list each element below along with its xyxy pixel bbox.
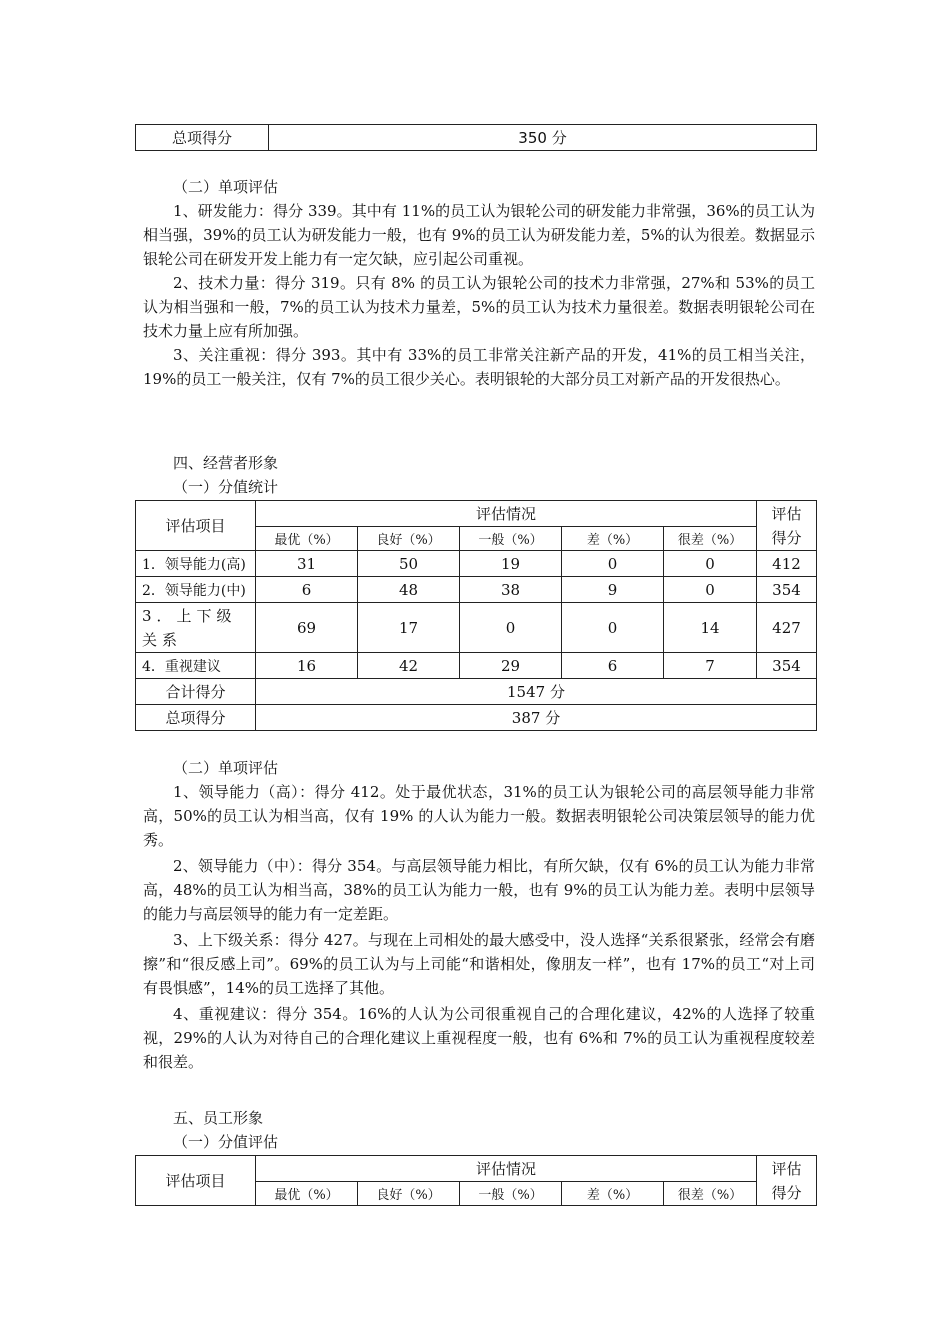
table-row (136, 603, 817, 653)
section4-single-heading: （二）单项评估 (173, 759, 279, 777)
overall-score-label: 总项得分 (136, 125, 269, 151)
header-item: 评估项目 (136, 1156, 256, 1206)
cell-value: 7 (664, 653, 757, 679)
cell-score: 427 (757, 603, 817, 653)
cell-value: 0 (460, 603, 562, 653)
col-best: 最优（%） (256, 527, 358, 551)
cell-value: 0 (562, 603, 664, 653)
col-poor: 差（%） (562, 527, 664, 551)
header-score: 评估得分 (757, 501, 817, 551)
col-good: 良好（%） (358, 1182, 460, 1206)
overall-label: 总项得分 (136, 705, 256, 731)
row-label: 2．领导能力(中) (136, 577, 256, 603)
cell-score: 354 (757, 577, 817, 603)
employee-image-table (135, 1155, 817, 1206)
cell-value: 0 (562, 551, 664, 577)
col-poor: 差（%） (562, 1182, 664, 1206)
cell-score: 412 (757, 551, 817, 577)
header-situation: 评估情况 (256, 501, 757, 527)
cell-value: 16 (256, 653, 358, 679)
col-very-poor: 很差（%） (664, 527, 757, 551)
table-row (136, 679, 817, 705)
header-item: 评估项目 (136, 501, 256, 551)
paragraph-technical-strength: 2、技术力量：得分 319。只有 8% 的员工认为银轮公司的技术力非常强，27%和 53%的员工认为相当强和一般，7%的员工认为技术力量差，5%的员工认为技术力量很差。数据表明银轮公司在技术力量上应有所加强。 (143, 274, 815, 340)
table-row (136, 577, 817, 603)
top-summary-table (135, 124, 817, 151)
manager-image-table (135, 500, 817, 731)
section4-title: 四、经营者形象 (173, 454, 279, 472)
row-label: 3．上下级关系 (136, 603, 256, 653)
overall-value: 387 分 (256, 705, 817, 731)
col-good: 良好（%） (358, 527, 460, 551)
section5-title: 五、员工形象 (173, 1109, 264, 1127)
col-average: 一般（%） (460, 1182, 562, 1206)
cell-value: 6 (256, 577, 358, 603)
cell-value: 38 (460, 577, 562, 603)
header-situation: 评估情况 (256, 1156, 757, 1182)
col-best: 最优（%） (256, 1182, 358, 1206)
section5-subtitle: （一）分值评估 (173, 1133, 279, 1151)
cell-value: 6 (562, 653, 664, 679)
paragraph-relationship: 3、上下级关系：得分 427。与现在上司相处的最大感受中，没人选择“关系很紧张，经常会有磨擦”和“很反感上司”。69%的员工认为与上司能“和谐相处，像朋友一样”，也有 17%的员工“对上司有畏惧感”，14%的员工选择了其他。 (143, 931, 815, 997)
header-score: 评估得分 (757, 1156, 817, 1206)
paragraph-attention: 3、关注重视：得分 393。其中有 33%的员工非常关注新产品的开发，41%的员工相当关注，19%的员工一般关注，仅有 7%的员工很少关心。表明银轮的大部分员工对新产品的开发很热心。 (143, 346, 815, 388)
cell-value: 0 (664, 577, 757, 603)
col-very-poor: 很差（%） (664, 1182, 757, 1206)
table-row (136, 653, 817, 679)
cell-value: 69 (256, 603, 358, 653)
cell-value: 0 (664, 551, 757, 577)
row-label: 4．重视建议 (136, 653, 256, 679)
section4-subtitle: （一）分值统计 (173, 478, 279, 496)
paragraph-suggestions: 4、重视建议：得分 354。16%的人认为公司很重视自己的合理化建议，42%的人选择了较重视，29%的人认为对待自己的合理化建议上重视程度一般，也有 6%和 7%的员工认为重视程度较差和很差。 (143, 1005, 815, 1071)
cell-value: 50 (358, 551, 460, 577)
paragraph-leadership-high: 1、领导能力（高）：得分 412。处于最优状态，31%的员工认为银轮公司的高层领导能力非常高，50%的员工认为相当高，仅有 19% 的人认为能力一般。数据表明银轮公司决策层领导的能力优秀。 (143, 783, 815, 849)
total-value: 1547 分 (256, 679, 817, 705)
col-average: 一般（%） (460, 527, 562, 551)
cell-value: 42 (358, 653, 460, 679)
cell-value: 14 (664, 603, 757, 653)
row-label: 1．领导能力(高) (136, 551, 256, 577)
cell-value: 9 (562, 577, 664, 603)
cell-value: 17 (358, 603, 460, 653)
total-label: 合计得分 (136, 679, 256, 705)
table-row (136, 705, 817, 731)
cell-score: 354 (757, 653, 817, 679)
cell-value: 19 (460, 551, 562, 577)
cell-value: 48 (358, 577, 460, 603)
paragraph-leadership-middle: 2、领导能力（中）：得分 354。与高层领导能力相比，有所欠缺，仅有 6%的员工认为能力非常高，48%的员工认为相当高，38%的员工认为能力一般，也有 9%的员工认为能力差。表明中层领导的能力与高层领导的能力有一定差距。 (143, 857, 815, 923)
table-row (136, 551, 817, 577)
cell-value: 31 (256, 551, 358, 577)
cell-value: 29 (460, 653, 562, 679)
paragraph-rd-capability: 1、研发能力：得分 339。其中有 11%的员工认为银轮公司的研发能力非常强，36%的员工认为相当强，39%的员工认为研发能力一般，也有 9%的员工认为研发能力差，5%的认为很差。数据显示银轮公司在研发开发上能力有一定欠缺，应引起公司重视。 (143, 202, 815, 268)
section3-single-heading: （二）单项评估 (173, 178, 279, 196)
overall-score-value: 350 分 (269, 125, 817, 151)
